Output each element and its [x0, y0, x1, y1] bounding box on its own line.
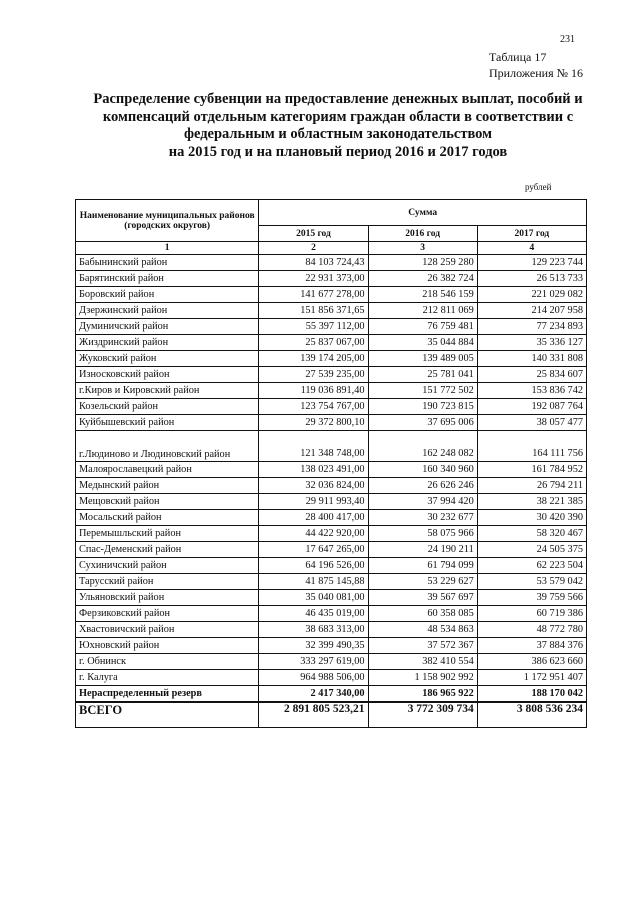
amount-2017: 214 207 958 [477, 303, 586, 319]
title-line-2: компенсаций отдельным категориям граждан области в соответствии с [102, 108, 574, 125]
district-name: Барятинский район [76, 271, 259, 287]
amount-2016: 160 340 960 [368, 462, 477, 478]
amount-2015: 119 036 891,40 [259, 383, 368, 399]
amount-2017: 35 336 127 [477, 335, 586, 351]
reserve-2015: 2 417 340,00 [259, 686, 368, 703]
table-row [76, 462, 587, 478]
amount-2016: 37 994 420 [368, 494, 477, 510]
amount-2015: 25 837 067,00 [259, 335, 368, 351]
amount-2015: 64 196 526,00 [259, 558, 368, 574]
district-name: Козельский район [76, 399, 259, 415]
district-name: Хвастовичский район [76, 622, 259, 638]
table-row [76, 319, 587, 335]
amount-2016: 162 248 082 [368, 431, 477, 462]
amount-2016: 76 759 481 [368, 319, 477, 335]
amount-2017: 386 623 660 [477, 654, 586, 670]
table-row [76, 494, 587, 510]
reserve-2016: 186 965 922 [368, 686, 477, 703]
table-row [76, 271, 587, 287]
amount-2016: 24 190 211 [368, 542, 477, 558]
amount-2016: 128 259 280 [368, 255, 477, 271]
table-row [76, 287, 587, 303]
total-row [76, 702, 587, 728]
amount-2016: 53 229 627 [368, 574, 477, 590]
amount-2017: 60 719 386 [477, 606, 586, 622]
table-row [76, 399, 587, 415]
amount-2015: 38 683 313,00 [259, 622, 368, 638]
column-number-4: 4 [477, 242, 586, 255]
district-name: г. Калуга [76, 670, 259, 686]
table-caption [489, 49, 583, 81]
appendix-reference: Приложения № 16 [489, 66, 584, 80]
amount-2015: 35 040 081,00 [259, 590, 368, 606]
amount-2017: 164 111 756 [477, 431, 586, 462]
table-row [76, 606, 587, 622]
amount-2016: 58 075 966 [368, 526, 477, 542]
document-title [70, 91, 606, 161]
district-name: Бабынинский район [76, 255, 259, 271]
total-label: ВСЕГО [76, 702, 259, 728]
table-row [76, 574, 587, 590]
amount-2015: 138 023 491,00 [259, 462, 368, 478]
amount-2015: 28 400 417,00 [259, 510, 368, 526]
district-name: Спас-Деменский район [76, 542, 259, 558]
amount-2017: 38 221 385 [477, 494, 586, 510]
title-line-4: на 2015 год и на плановый период 2016 и 2017 годов [168, 143, 508, 160]
amount-2015: 151 856 371,65 [259, 303, 368, 319]
amount-2016: 61 794 099 [368, 558, 477, 574]
amount-2017: 26 794 211 [477, 478, 586, 494]
amount-2017: 26 513 733 [477, 271, 586, 287]
amount-2015: 139 174 205,00 [259, 351, 368, 367]
table-row [76, 558, 587, 574]
table-row [76, 478, 587, 494]
amount-2016: 26 382 724 [368, 271, 477, 287]
amount-2015: 27 539 235,00 [259, 367, 368, 383]
amount-2016: 37 572 367 [368, 638, 477, 654]
amount-2017: 192 087 764 [477, 399, 586, 415]
column-number-3: 3 [368, 242, 477, 255]
table-row [76, 367, 587, 383]
amount-2015: 121 348 748,00 [259, 431, 368, 462]
table-row [76, 303, 587, 319]
reserve-label: Нераспределенный резерв [76, 686, 259, 703]
distribution-table [75, 199, 587, 728]
column-header-2015: 2015 год [259, 226, 368, 242]
amount-2017: 38 057 477 [477, 415, 586, 431]
title-line-3: федеральным и областным законодательством [183, 126, 493, 142]
amount-2015: 32 036 824,00 [259, 478, 368, 494]
amount-2017: 53 579 042 [477, 574, 586, 590]
amount-2015: 17 647 265,00 [259, 542, 368, 558]
amount-2015: 41 875 145,88 [259, 574, 368, 590]
amount-2017: 24 505 375 [477, 542, 586, 558]
district-name: Износковский район [76, 367, 259, 383]
district-name: Медынский район [76, 478, 259, 494]
units-label: рублей [525, 182, 552, 192]
amount-2015: 32 399 490,35 [259, 638, 368, 654]
table-row [76, 542, 587, 558]
district-name: Дзержинский район [76, 303, 259, 319]
table-row [76, 654, 587, 670]
district-name: Куйбышевский район [76, 415, 259, 431]
amount-2015: 29 372 800,10 [259, 415, 368, 431]
amount-2016: 35 044 884 [368, 335, 477, 351]
total-2017: 3 808 536 234 [477, 702, 586, 728]
amount-2016: 30 232 677 [368, 510, 477, 526]
table-row [76, 622, 587, 638]
amount-2015: 29 911 993,40 [259, 494, 368, 510]
district-name: Думиничский район [76, 319, 259, 335]
total-2016: 3 772 309 734 [368, 702, 477, 728]
district-name: Жуковский район [76, 351, 259, 367]
amount-2016: 382 410 554 [368, 654, 477, 670]
column-number-2: 2 [259, 242, 368, 255]
amount-2017: 25 834 607 [477, 367, 586, 383]
amount-2015: 141 677 278,00 [259, 287, 368, 303]
district-name: Сухиничский район [76, 558, 259, 574]
table-row [76, 351, 587, 367]
column-number-1: 1 [76, 242, 259, 255]
amount-2015: 44 422 920,00 [259, 526, 368, 542]
amount-2016: 60 358 085 [368, 606, 477, 622]
amount-2016: 151 772 502 [368, 383, 477, 399]
table-row [76, 415, 587, 431]
page-number: 231 [560, 34, 575, 45]
table-row [76, 431, 587, 462]
district-name: г. Обнинск [76, 654, 259, 670]
amount-2017: 58 320 467 [477, 526, 586, 542]
amount-2016: 139 489 005 [368, 351, 477, 367]
district-name: Перемышльский район [76, 526, 259, 542]
district-name: Ферзиковский район [76, 606, 259, 622]
amount-2017: 161 784 952 [477, 462, 586, 478]
district-name: Малоярославецкий район [76, 462, 259, 478]
amount-2017: 1 172 951 407 [477, 670, 586, 686]
amount-2016: 190 723 815 [368, 399, 477, 415]
amount-2017: 39 759 566 [477, 590, 586, 606]
amount-2017: 62 223 504 [477, 558, 586, 574]
table-row [76, 590, 587, 606]
total-2015: 2 891 805 523,21 [259, 702, 368, 728]
table-row [76, 335, 587, 351]
amount-2017: 221 029 082 [477, 287, 586, 303]
amount-2015: 84 103 724,43 [259, 255, 368, 271]
amount-2015: 46 435 019,00 [259, 606, 368, 622]
reserve-2017: 188 170 042 [477, 686, 586, 703]
amount-2015: 333 297 619,00 [259, 654, 368, 670]
column-header-sum: Сумма [259, 200, 587, 226]
reserve-row [76, 686, 587, 703]
table-row [76, 510, 587, 526]
amount-2017: 30 420 390 [477, 510, 586, 526]
district-name: Юхновский район [76, 638, 259, 654]
amount-2016: 212 811 069 [368, 303, 477, 319]
amount-2016: 218 546 159 [368, 287, 477, 303]
amount-2017: 37 884 376 [477, 638, 586, 654]
district-name: Боровский район [76, 287, 259, 303]
title-line-1: Распределение субвенции на предоставление денежных выплат, пособий и [93, 91, 583, 107]
column-header-name: Наименование муниципальных районов (городских округов) [76, 200, 259, 242]
district-name: г.Киров и Кировский район [76, 383, 259, 399]
amount-2015: 55 397 112,00 [259, 319, 368, 335]
table-row [76, 526, 587, 542]
district-name: Ульяновский район [76, 590, 259, 606]
district-name: г.Людиново и Людиновский район [76, 431, 259, 462]
table-row [76, 383, 587, 399]
amount-2016: 26 626 246 [368, 478, 477, 494]
amount-2015: 22 931 373,00 [259, 271, 368, 287]
table-row [76, 638, 587, 654]
table-number: Таблица 17 [489, 50, 547, 64]
table-row [76, 255, 587, 271]
amount-2015: 964 988 506,00 [259, 670, 368, 686]
column-header-2017: 2017 год [477, 226, 586, 242]
district-name: Мосальский район [76, 510, 259, 526]
amount-2015: 123 754 767,00 [259, 399, 368, 415]
amount-2017: 77 234 893 [477, 319, 586, 335]
amount-2017: 140 331 808 [477, 351, 586, 367]
district-name: Жиздринский район [76, 335, 259, 351]
amount-2016: 37 695 006 [368, 415, 477, 431]
district-name: Мещовский район [76, 494, 259, 510]
district-name: Тарусский район [76, 574, 259, 590]
amount-2017: 153 836 742 [477, 383, 586, 399]
amount-2016: 39 567 697 [368, 590, 477, 606]
table-row [76, 670, 587, 686]
amount-2016: 1 158 902 992 [368, 670, 477, 686]
amount-2016: 48 534 863 [368, 622, 477, 638]
column-header-2016: 2016 год [368, 226, 477, 242]
amount-2017: 129 223 744 [477, 255, 586, 271]
amount-2017: 48 772 780 [477, 622, 586, 638]
amount-2016: 25 781 041 [368, 367, 477, 383]
